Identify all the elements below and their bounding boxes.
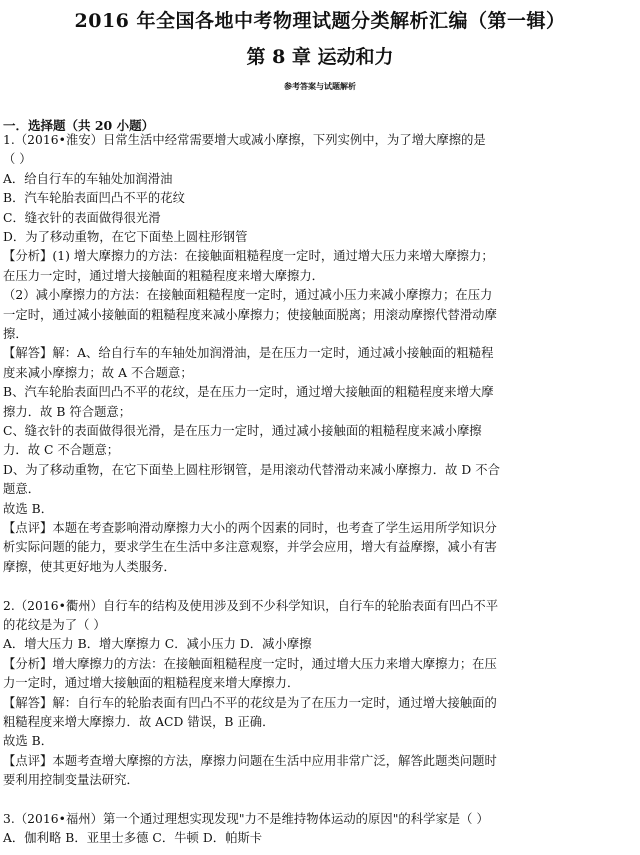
text-line: 【分析】增大摩擦力的方法：在接触面粗糙程度一定时，通过增大压力来增大摩擦力；在压	[3, 656, 497, 671]
document-title: 2016 年全国各地中考物理试题分类解析汇编（第一辑）	[74, 10, 566, 32]
text-line: 一定时，通过减小接触面的粗糙程度来减小摩擦力；使接触面脱离；用滚动摩擦代替滑动摩	[3, 307, 497, 322]
chapter-title: 第 8 章 运动和力	[246, 46, 394, 68]
text-line: 的花纹是为了（ ）	[3, 618, 106, 632]
text-line: （ ）	[3, 152, 32, 167]
text-line: 【点评】本题在考查影响滑动摩擦力大小的两个因素的同时，也考查了学生运用所学知识分	[3, 521, 497, 535]
text-line: D．为了移动重物，在它下面垫上圆柱形钢管	[3, 230, 248, 244]
text-line: 【解答】解：自行车的轮胎表面有凹凸不平的花纹是为了在压力一定时，通过增大接触面的	[3, 695, 497, 710]
text-line: 析实际问题的能力，要求学生在生活中多注意观察，并学会应用，增大有益摩擦，减小有害	[3, 540, 497, 555]
text-line: A．伽利略 B．亚里士多德 C．牛顿 D．帕斯卡	[3, 831, 263, 846]
text-line: 【点评】本题考查增大摩擦的方法，摩擦力问题在生活中应用非常广泛，解答此题类问题时	[3, 753, 497, 768]
text-line: 在压力一定时，通过增大接触面的粗糙程度来增大摩擦力．	[3, 268, 325, 283]
text-line: 2.（2016•衢州）自行车的结构及使用涉及到不少科学知识，自行车的轮胎表面有凹凸不平	[3, 598, 499, 613]
text-line: A．给自行车的车轴处加润滑油	[3, 171, 173, 186]
text-line: 摩擦，使其更好地为人类服务．	[3, 559, 176, 574]
text-line: 粗糙程度来增大摩擦力．故 ACD 错误，B 正确．	[3, 715, 275, 729]
text-line: 擦力．故 B 符合题意；	[3, 404, 132, 419]
text-line: C．缝衣针的表面做得很光滑	[3, 210, 161, 225]
text-line: 力一定时，通过增大接触面的粗糙程度来增大摩擦力．	[3, 676, 300, 691]
text-line: （2）减小摩擦力的方法：在接触面粗糙程度一定时，通过减小压力来减小摩擦力；在压力	[3, 288, 493, 303]
text-line: 要利用控制变量法研究．	[3, 773, 139, 788]
text-line: 力．故 C 不合题意；	[3, 443, 120, 458]
text-line: 故选 B．	[3, 501, 54, 516]
text-line: 【解答】解：A、给自行车的车轴处加润滑油，是在压力一定时，通过减小接触面的粗糙程	[3, 346, 494, 361]
section-heading: 一．选择题（共 20 小题）	[3, 118, 155, 133]
text-line: 1.（2016•淮安）日常生活中经常需要增大或减小摩擦，下列实例中，为了增大摩擦的是	[3, 133, 486, 147]
text-line: 擦．	[3, 327, 28, 341]
text-line: 【分析】(1) 增大摩擦力的方法：在接触面粗糙程度一定时，通过增大压力来增大摩擦力；	[3, 249, 494, 264]
text-line: 度来减小摩擦力；故 A 不合题意；	[3, 365, 193, 380]
text-line: A．增大压力 B．增大摩擦力 C．减小压力 D．减小摩擦	[3, 637, 312, 652]
document-subtitle: 参考答案与试题解析	[284, 81, 356, 91]
text-line: C、缝衣针的表面做得很光滑，是在压力一定时，通过减小接触面的粗糙程度来减小摩擦	[3, 424, 482, 438]
text-line: D、为了移动重物，在它下面垫上圆柱形钢管，是用滚动代替滑动来减小摩擦力．故 D 不合	[3, 462, 500, 477]
text-line: 故选 B．	[3, 734, 54, 749]
text-line: B、汽车轮胎表面凹凸不平的花纹，是在压力一定时，通过增大接触面的粗糙程度来增大摩	[3, 385, 494, 400]
text-line: B．汽车轮胎表面凹凸不平的花纹	[3, 191, 185, 206]
text-line: 3.（2016•福州）第一个通过理想实现发现"力不是维持物体运动的原因"的科学家是（ ）	[3, 812, 489, 826]
text-line: 题意．	[3, 482, 41, 497]
